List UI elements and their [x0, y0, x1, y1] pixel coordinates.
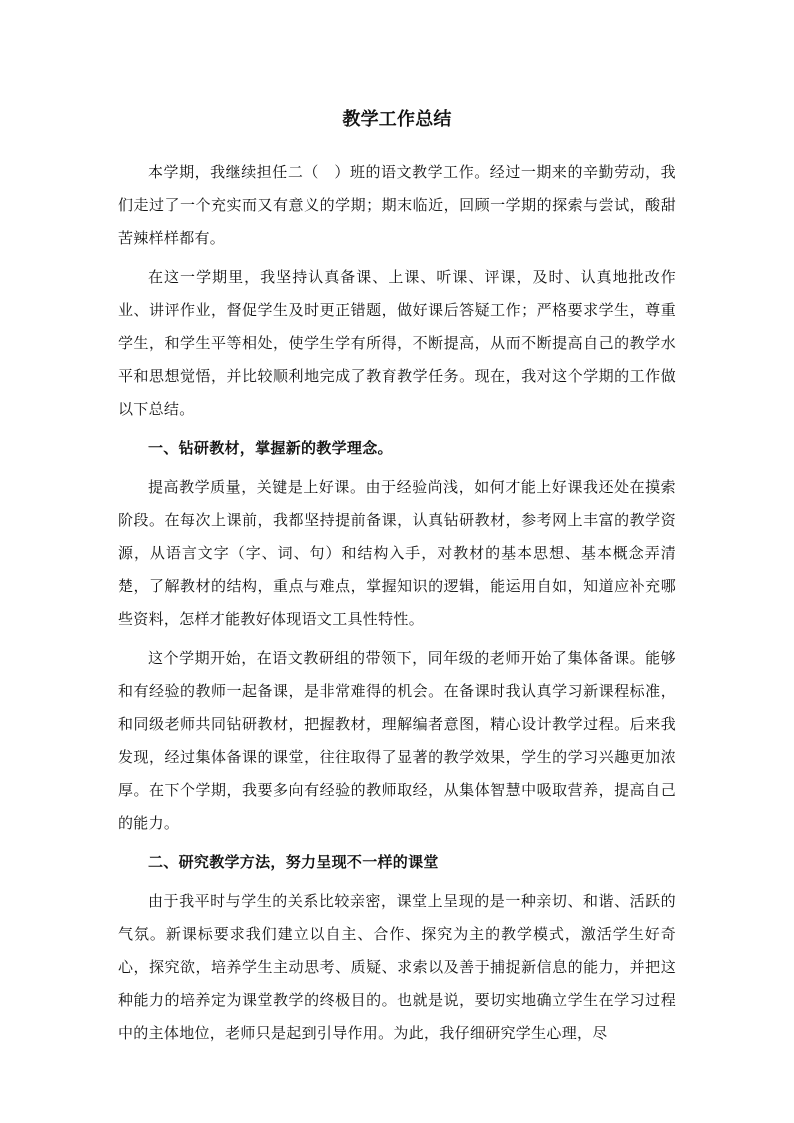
section-1-paragraph-2: 这个学期开始，在语文教研组的带领下，同年级的老师开始了集体备课。能够和有经验的教师一起备课，是非常难得的机会。在备课时我认真学习新课程标准，和同级老师共同钻研教材，把握教材，理解编者意图，精心设计教学过程。后来我发现，经过集体备课的课堂，往往取得了显著的教学效果，学生的学习兴趣更加浓厚。在下个学期，我要多向有经验的教师取经，从集体智慧中吸取营养，提高自己的能力。: [118, 649, 676, 832]
document-title: 教学工作总结: [342, 109, 452, 130]
intro-paragraph-2: 在这一学期里，我坚持认真备课、上课、听课、评课，及时、认真地批改作业、讲评作业，督促学生及时更正错题，做好课后答疑工作；严格要求学生，尊重学生，和学生平等相处，使学生学有所得，不断提高，从而不断提高自己的教学水平和思想觉悟，并比较顺利地完成了教育教学任务。现在，我对这个学期的工作做以下总结。: [118, 268, 676, 418]
intro-paragraph-1: 本学期，我继续担任二（ ）班的语文教学工作。经过一期来的辛勤劳动，我们走过了一个充实而又有意义的学期；期末临近，回顾一学期的探索与尝试，酸甜苦辣样样都有。: [118, 163, 676, 247]
section-1-heading: 一、钻研教材，掌握新的教学理念。: [148, 439, 393, 457]
section-1-paragraph-1: 提高教学质量，关键是上好课。由于经验尚浅，如何才能上好课我还处在摸索阶段。在每次上课前，我都坚持提前备课，认真钻研教材，参考网上丰富的教学资源，从语言文字（字、词、句）和结构入手，对教材的基本思想、基本概念弄清楚，了解教材的结构，重点与难点，掌握知识的逻辑，能运用自如，知道应补充哪些资料，怎样才能教好体现语文工具性特性。: [118, 478, 676, 628]
section-2-heading: 二、研究教学方法，努力呈现不一样的课堂: [148, 853, 439, 871]
section-2-paragraph-1: 由于我平时与学生的关系比较亲密，课堂上呈现的是一种亲切、和谐、活跃的气氛。新课标要求我们建立以自主、合作、探究为主的教学模式，激活学生好奇心，探究欲，培养学生主动思考、质疑、求索以及善于捕捉新信息的能力，并把这种能力的培养定为课堂教学的终极目的。也就是说，要切实地确立学生在学习过程中的主体地位，老师只是起到引导作用。为此，我仔细研究学生心理，尽: [118, 892, 676, 1042]
